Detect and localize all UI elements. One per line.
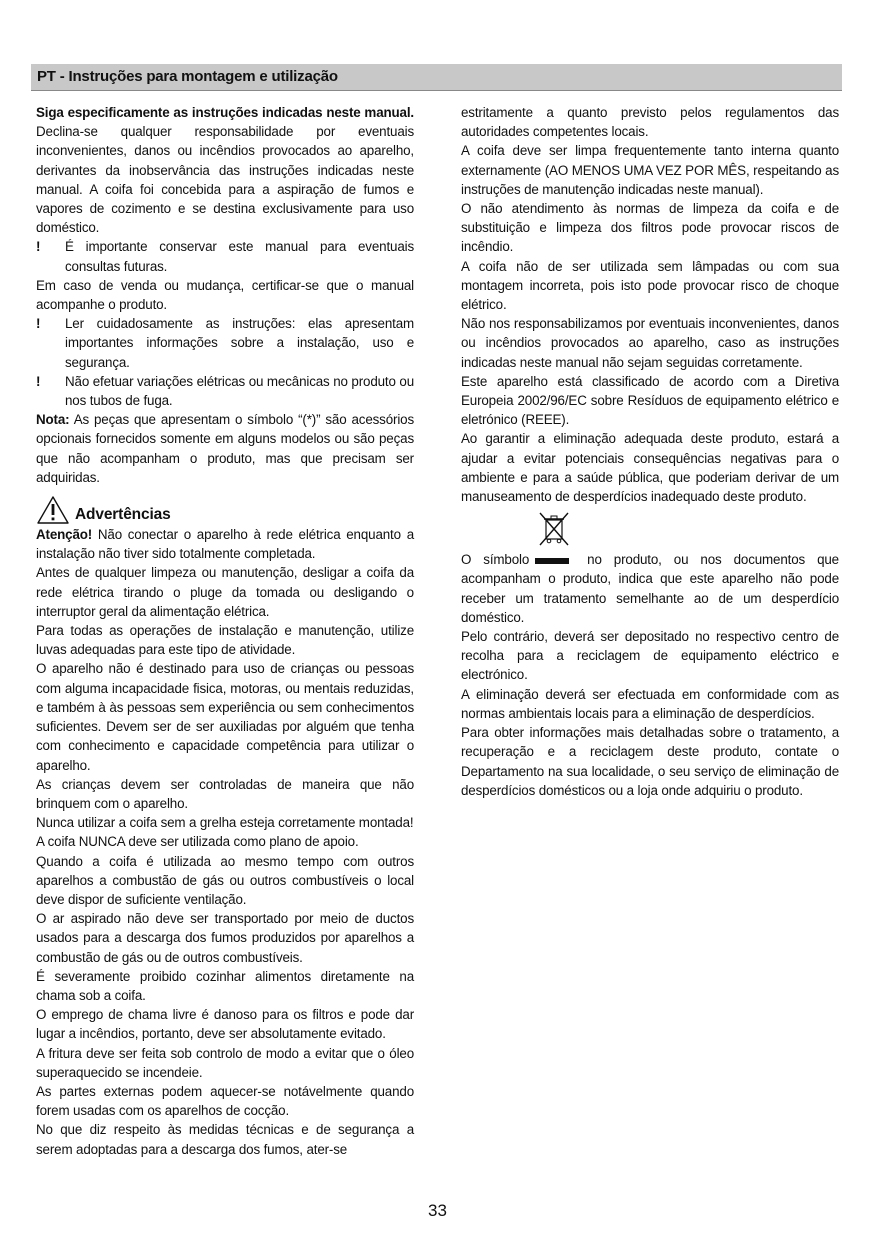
bullet-item: [36, 237, 414, 275]
warnings-title: Advertências: [75, 506, 171, 524]
right-paragraph: Pelo contrário, deverá ser depositado no respectivo centro de recolha para a reciclagem de equipamento eléctrico e electrónico.: [461, 629, 839, 683]
black-bar-symbol: [535, 558, 569, 564]
atencao-label: Atenção!: [36, 527, 93, 543]
atencao-text: Não conectar o aparelho à rede elétrica enquanto a instalação não tiver sido totalmente completada.: [36, 527, 414, 562]
bullet-text: É importante conservar este manual para eventuais consultas futuras.: [65, 239, 414, 274]
warning-paragraph: O ar aspirado não deve ser transportado por meio de ductos usados para a descarga dos fumos produzidos por aparelhos a combustão de gás ou de outros combustíveis.: [36, 911, 414, 965]
warning-paragraph: A coifa NUNCA deve ser utilizada como plano de apoio.: [36, 834, 359, 850]
bullet-text: Ler cuidadosamente as instruções: elas apresentam importantes informações sobre a instalação, uso e segurança.: [65, 316, 414, 370]
right-column: [461, 103, 839, 800]
right-paragraph: A coifa deve ser limpa frequentemente tanto interna quanto externamente (AO MENOS UMA VEZ POR MÊS, respeitando as instruções de manutenção indicadas neste manual).: [461, 143, 839, 197]
warning-paragraph: O aparelho não é destinado para uso de crianças ou pessoas com alguma incapacidade fisica, motoras, ou mentais reduzidas, e também à às pessoas sem experiência ou sem conhecimentos suficientes. Devem ser de ser auxiliadas por alguém que tenha com conhecimento e capacidade competência para utilizar o aparelho.: [36, 661, 414, 773]
nota-paragraph: [36, 410, 414, 487]
atencao-paragraph: [36, 525, 414, 563]
right-paragraph: Este aparelho está classificado de acordo com a Diretiva Europeia 2002/96/EC sobre Resíduos de equipamento elétrico e eletrónico (REEE).: [461, 373, 839, 428]
right-paragraph: O não atendimento às normas de limpeza da coifa e de substituição e limpeza dos filtros pode provocar riscos de incêndio.: [461, 201, 839, 255]
bullet-item: [36, 372, 414, 410]
weee-symbol-area: [461, 506, 839, 550]
bullet-text: Não efetuar variações elétricas ou mecânicas no produto ou nos tubos de fuga.: [65, 373, 414, 409]
warning-paragraph: Para todas as operações de instalação e manutenção, utilize luvas adequadas para este tipo de atividade.: [36, 623, 414, 658]
warnings-heading: [36, 495, 414, 525]
intro-rest: Declina-se qualquer responsabilidade por eventuais inconvenientes, danos ou incêndios provocados ao aparelho, derivantes da inobservância das instruções indicadas neste manual. A coifa foi concebida para a aspiração de fumos e vapores de cozimento e se destina exclusivamente para uso doméstico.: [36, 124, 414, 236]
right-paragraph: Ao garantir a eliminação adequada deste produto, estará a ajudar a evitar potenciais consequências negativas para o ambiente e para a saúde pública, que poderiam derivar de um manuseamento de desperdícios inadequado deste produto.: [461, 431, 839, 505]
intro-paragraph: [36, 103, 414, 237]
warning-paragraph: As crianças devem ser controladas de maneira que não brinquem com o aparelho.: [36, 776, 414, 811]
bullet-subtext: Em caso de venda ou mudança, certificar-se que o manual acompanhe o produto.: [36, 277, 414, 313]
warning-triangle-icon: [36, 495, 70, 525]
right-paragraph: Não nos responsabilizamos por eventuais inconvenientes, danos ou incêndios provocados ao aparelho, caso as instruções indicadas neste manual não sejam seguidas corretamente.: [461, 316, 839, 370]
crossed-out-bin-icon: [534, 509, 574, 549]
warning-paragraph: O emprego de chama livre é danoso para os filtros e pode dar lugar a incêndios, portanto, deve ser absolutamente evitado.: [36, 1007, 414, 1042]
page-title: PT - Instruções para montagem e utilização: [37, 68, 338, 85]
right-paragraph: A coifa não de ser utilizada sem lâmpadas ou com sua montagem incorreta, pois isto pode provocar risco de choque elétrico.: [461, 258, 839, 313]
nota-label: Nota:: [36, 412, 70, 428]
warning-paragraph: Nunca utilizar a coifa sem a grelha esteja corretamente montada!: [36, 815, 414, 831]
warning-paragraph: A fritura deve ser feita sob controlo de modo a evitar que o óleo superaquecido se incendeie.: [36, 1045, 414, 1080]
warning-paragraph: Quando a coifa é utilizada ao mesmo tempo com outros aparelhos a combustão de gás ou outros combustíveis o local deve dispor de suficiente ventilação.: [36, 853, 414, 907]
symbol-paragraph: [461, 550, 839, 627]
exclamation-mark: !: [36, 316, 41, 332]
exclamation-mark: !: [36, 239, 41, 255]
symbol-suffix: no produto, ou nos documentos que acompanham o produto, indica que este aparelho não pode receber um tratamento semelhante ao de um desperdício doméstico.: [461, 552, 839, 625]
warning-paragraph: É severamente proibido cozinhar alimentos diretamente na chama sob a coifa.: [36, 968, 414, 1003]
nota-text: As peças que apresentam o símbolo “(*)” são acessórios opcionais fornecidos somente em alguns modelos ou são peças que não acompanham o produto, mas que precisam ser adquiridas.: [36, 412, 414, 485]
warning-paragraph: No que diz respeito às medidas técnicas e de segurança a serem adoptadas para a descarga dos fumos, ater-se: [36, 1122, 414, 1157]
bullet-item: [36, 314, 414, 372]
warning-paragraph: Antes de qualquer limpeza ou manutenção, desligar a coifa da rede elétrica tirando o pluge da tomada ou desligando o interruptor geral da alimentação elétrica.: [36, 565, 414, 619]
section-header-bar: [31, 64, 842, 91]
left-column: [36, 103, 414, 1159]
right-paragraph: A eliminação deverá ser efectuada em conformidade com as normas ambientais locais para a eliminação de desperdícios.: [461, 686, 839, 721]
right-paragraph: estritamente a quanto previsto pelos regulamentos das autoridades competentes locais.: [461, 105, 839, 140]
warning-paragraph: As partes externas podem aquecer-se notávelmente quando forem usadas com os aparelhos de cocção.: [36, 1083, 414, 1119]
page-number: 33: [428, 1201, 447, 1220]
exclamation-mark: !: [36, 373, 41, 389]
intro-bold: Siga especificamente as instruções indicadas neste manual.: [36, 105, 414, 120]
right-paragraph: Para obter informações mais detalhadas sobre o tratamento, a recuperação e a reciclagem deste produto, contate o Departamento na sua localidade, o seu serviço de eliminação de desperdícios domésticos ou a loja onde adquiriu o produto.: [461, 725, 839, 798]
symbol-prefix: O símbolo: [461, 552, 530, 568]
